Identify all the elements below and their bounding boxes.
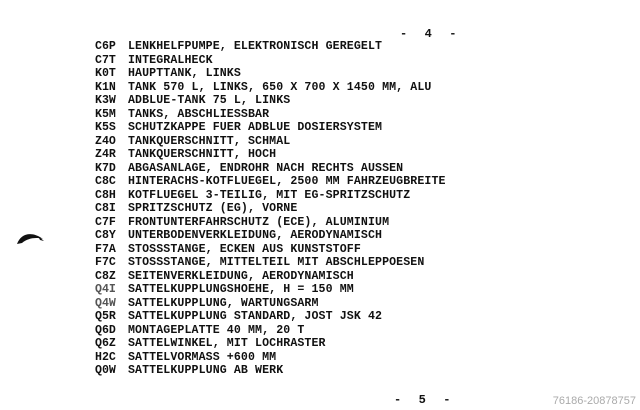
option-code: Q0W bbox=[95, 364, 116, 377]
option-row bbox=[95, 310, 615, 324]
option-description: MONTAGEPLATTE 40 MM, 20 T bbox=[128, 323, 305, 337]
option-row bbox=[95, 175, 615, 189]
option-description: SATTELKUPPLUNGSHOEHE, H = 150 MM bbox=[128, 283, 354, 296]
option-description: INTEGRALHECK bbox=[128, 53, 213, 67]
option-code: K5M bbox=[95, 107, 116, 121]
option-row bbox=[95, 40, 615, 54]
option-list bbox=[95, 40, 615, 378]
option-description: SATTELWINKEL, MIT LOCHRASTER bbox=[128, 337, 326, 350]
option-description: SCHUTZKAPPE FUER ADBLUE DOSIERSYSTEM bbox=[128, 121, 383, 134]
option-code: Q5R bbox=[95, 310, 116, 323]
option-description: STOSSSTANGE, ECKEN AUS KUNSTSTOFF bbox=[128, 242, 361, 256]
option-code: Q6D bbox=[95, 323, 116, 337]
option-code: C7F bbox=[95, 215, 116, 229]
option-code: Q4I bbox=[95, 283, 116, 296]
option-row bbox=[95, 337, 615, 351]
option-code: C7T bbox=[95, 53, 116, 67]
option-code: C8H bbox=[95, 188, 116, 202]
option-code: K7D bbox=[95, 161, 116, 175]
option-row bbox=[95, 67, 615, 81]
scan-mark-icon bbox=[16, 230, 46, 246]
watermark-id: 76186-20878757 bbox=[552, 395, 636, 407]
option-code: Q4W bbox=[95, 296, 116, 310]
option-row bbox=[95, 202, 615, 216]
option-description: SPRITZSCHUTZ (EG), VORNE bbox=[128, 202, 298, 215]
option-row bbox=[95, 94, 615, 108]
option-row bbox=[95, 135, 615, 149]
option-description: TANKQUERSCHNITT, SCHMAL bbox=[128, 134, 291, 148]
option-row bbox=[95, 54, 615, 68]
option-description: STOSSSTANGE, MITTELTEIL MIT ABSCHLEPPOESEN bbox=[128, 256, 425, 269]
option-description: TANKS, ABSCHLIESSBAR bbox=[128, 107, 270, 121]
option-row bbox=[95, 189, 615, 203]
option-row bbox=[95, 324, 615, 338]
option-row bbox=[95, 270, 615, 284]
page-header-number: - 4 - bbox=[400, 27, 458, 41]
option-description: SATTELVORMASS +600 MM bbox=[128, 350, 277, 364]
option-code: K5S bbox=[95, 121, 116, 134]
option-row bbox=[95, 216, 615, 230]
option-code: K0T bbox=[95, 67, 116, 80]
option-description: HAUPTTANK, LINKS bbox=[128, 67, 241, 80]
option-row bbox=[95, 283, 615, 297]
option-description: ABGASANLAGE, ENDROHR NACH RECHTS AUSSEN bbox=[128, 161, 404, 175]
option-description: UNTERBODENVERKLEIDUNG, AERODYNAMISCH bbox=[128, 229, 383, 242]
option-code: C8I bbox=[95, 202, 116, 215]
option-description: SEITENVERKLEIDUNG, AERODYNAMISCH bbox=[128, 269, 354, 283]
option-row bbox=[95, 256, 615, 270]
option-row bbox=[95, 229, 615, 243]
option-row bbox=[95, 297, 615, 311]
option-code: Z4R bbox=[95, 148, 116, 161]
option-row bbox=[95, 108, 615, 122]
option-code: C6P bbox=[95, 40, 116, 53]
option-code: H2C bbox=[95, 350, 116, 364]
option-code: F7C bbox=[95, 256, 116, 269]
option-row bbox=[95, 162, 615, 176]
option-row bbox=[95, 81, 615, 95]
option-description: SATTELKUPPLUNG, WARTUNGSARM bbox=[128, 296, 319, 310]
option-description: TANKQUERSCHNITT, HOCH bbox=[128, 148, 277, 161]
page-footer-number: - 5 - bbox=[394, 393, 452, 407]
option-description: LENKHELFPUMPE, ELEKTRONISCH GEREGELT bbox=[128, 40, 383, 53]
option-code: C8C bbox=[95, 175, 116, 188]
option-code: C8Y bbox=[95, 229, 116, 242]
option-code: C8Z bbox=[95, 269, 116, 283]
option-description: FRONTUNTERFAHRSCHUTZ (ECE), ALUMINIUM bbox=[128, 215, 390, 229]
option-code: Q6Z bbox=[95, 337, 116, 350]
option-row bbox=[95, 243, 615, 257]
option-description: TANK 570 L, LINKS, 650 X 700 X 1450 MM, ALU bbox=[128, 80, 432, 94]
option-code: F7A bbox=[95, 242, 116, 256]
option-description: HINTERACHS-KOTFLUEGEL, 2500 MM FAHRZEUGBREITE bbox=[128, 175, 446, 188]
option-description: KOTFLUEGEL 3-TEILIG, MIT EG-SPRITZSCHUTZ bbox=[128, 188, 411, 202]
option-code: Z4O bbox=[95, 134, 116, 148]
option-row bbox=[95, 364, 615, 378]
option-code: K3W bbox=[95, 94, 116, 107]
option-description: SATTELKUPPLUNG STANDARD, JOST JSK 42 bbox=[128, 310, 383, 323]
option-code: K1N bbox=[95, 80, 116, 94]
option-description: ADBLUE-TANK 75 L, LINKS bbox=[128, 94, 291, 107]
option-row bbox=[95, 148, 615, 162]
option-row bbox=[95, 351, 615, 365]
option-description: SATTELKUPPLUNG AB WERK bbox=[128, 364, 284, 377]
option-row bbox=[95, 121, 615, 135]
